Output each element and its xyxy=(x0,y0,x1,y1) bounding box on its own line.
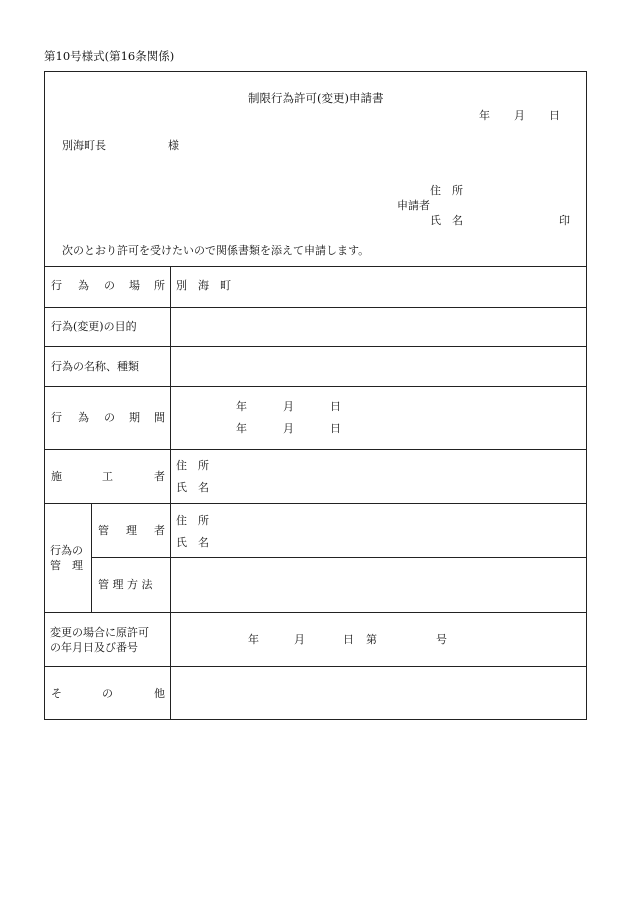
original-permit-number-prefix: 第 xyxy=(366,633,377,646)
row-divider xyxy=(44,449,587,450)
contractor-label-char: 施 xyxy=(51,470,62,483)
application-statement: 次のとおり許可を受けたいので関係書類を添えて申請します。 xyxy=(62,244,370,257)
period-label-char: 間 xyxy=(154,411,165,424)
applicant-name-label: 氏 名 xyxy=(430,214,463,227)
management-group-label-line2: 管 理 xyxy=(50,559,83,572)
original-permit-month: 月 xyxy=(294,633,305,646)
management-group-label-line1: 行為の xyxy=(50,544,83,557)
contractor-label-char: 工 xyxy=(102,470,113,483)
contractor-label-char: 者 xyxy=(154,470,165,483)
date-month-label: 月 xyxy=(514,109,525,122)
manager-address-label: 住 所 xyxy=(176,514,209,527)
period-start-day: 日 xyxy=(330,400,341,413)
original-permit-year: 年 xyxy=(248,633,259,646)
manager-name-label: 氏 名 xyxy=(176,536,209,549)
manager-label-char: 者 xyxy=(154,524,165,537)
other-label-char: の xyxy=(102,687,113,700)
original-permit-number-suffix: 号 xyxy=(436,633,447,646)
manager-label-char: 理 xyxy=(126,524,137,537)
other-label-char: そ xyxy=(51,687,62,700)
form-title: 制限行為許可(変更)申請書 xyxy=(248,91,384,105)
form-number: 第10号様式(第16条関係) xyxy=(44,49,175,63)
row-divider xyxy=(91,557,587,558)
period-end-year: 年 xyxy=(236,422,247,435)
purpose-label: 行為(変更)の目的 xyxy=(51,320,137,333)
seal-mark: 印 xyxy=(559,214,570,227)
location-label-char: の xyxy=(104,279,115,292)
honorific: 様 xyxy=(168,139,179,152)
date-day-label: 日 xyxy=(549,109,560,122)
period-end-day: 日 xyxy=(330,422,341,435)
location-value: 別 海 町 xyxy=(176,279,231,292)
row-divider xyxy=(44,346,587,347)
period-label-char: の xyxy=(104,411,115,424)
manager-label-char: 管 xyxy=(98,524,109,537)
location-label-char: 為 xyxy=(78,279,89,292)
date-year-label: 年 xyxy=(479,109,490,122)
period-label-char: 期 xyxy=(129,411,140,424)
application-form xyxy=(44,71,587,720)
row-divider xyxy=(44,666,587,667)
management-method-label: 管 理 方 法 xyxy=(98,578,153,591)
period-start-month: 月 xyxy=(283,400,294,413)
other-label-char: 他 xyxy=(154,687,165,700)
period-label-char: 為 xyxy=(78,411,89,424)
period-end-month: 月 xyxy=(283,422,294,435)
applicant-label: 申請者 xyxy=(397,199,430,212)
row-divider xyxy=(44,386,587,387)
contractor-name-label: 氏 名 xyxy=(176,481,209,494)
location-label-char: 場 xyxy=(129,279,140,292)
column-divider xyxy=(170,266,171,720)
name-type-label: 行為の名称、種類 xyxy=(51,360,139,373)
original-permit-label-line1: 変更の場合に原許可 xyxy=(50,626,149,639)
column-divider xyxy=(91,503,92,612)
applicant-address-label: 住 所 xyxy=(430,184,463,197)
addressee: 別海町長 xyxy=(62,139,106,152)
period-start-year: 年 xyxy=(236,400,247,413)
contractor-address-label: 住 所 xyxy=(176,459,209,472)
row-divider xyxy=(44,266,587,267)
row-divider xyxy=(44,612,587,613)
location-label-char: 行 xyxy=(51,279,62,292)
row-divider xyxy=(44,503,587,504)
original-permit-day: 日 xyxy=(343,633,354,646)
location-label-char: 所 xyxy=(154,279,165,292)
original-permit-label-line2: の年月日及び番号 xyxy=(50,641,138,654)
row-divider xyxy=(44,307,587,308)
period-label-char: 行 xyxy=(51,411,62,424)
